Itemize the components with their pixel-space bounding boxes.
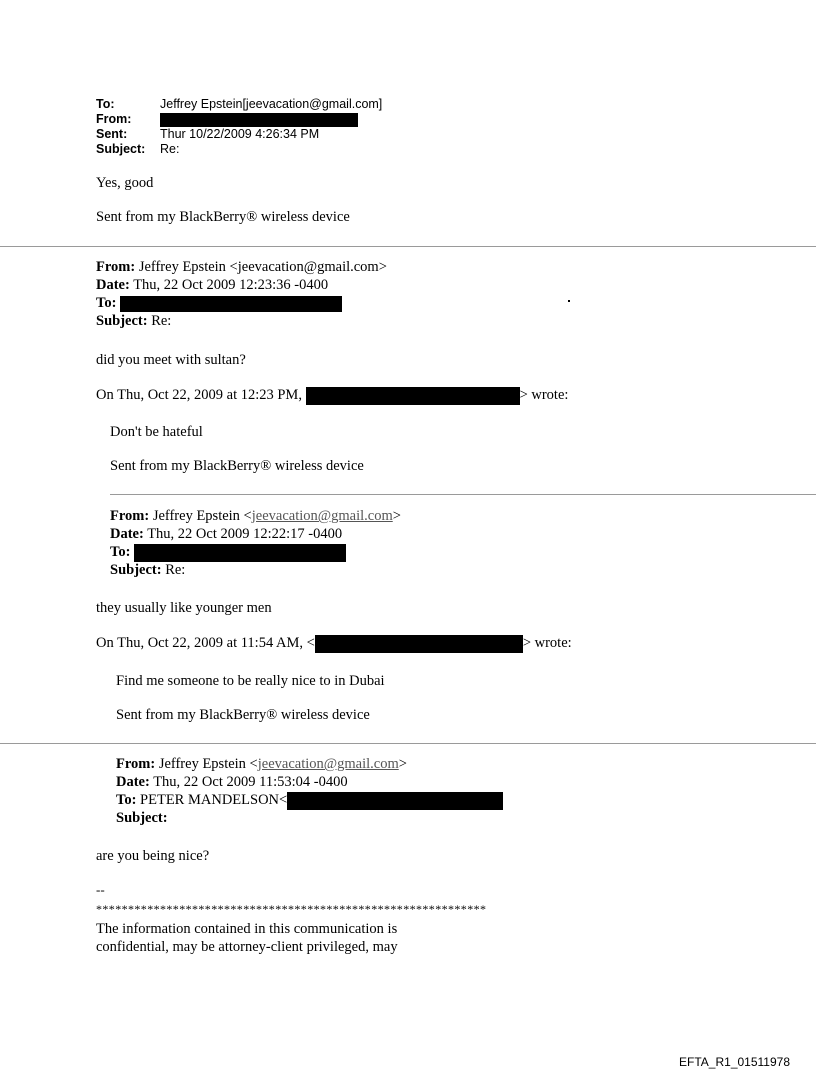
- header-sent-row: [96, 127, 319, 142]
- msg2-body: did you meet with sultan?: [96, 352, 246, 368]
- msg4-subject-label: Subject:: [116, 810, 168, 826]
- redaction-box: [315, 635, 523, 653]
- header-to-value: Jeffrey Epstein[jeevacation@gmail.com]: [160, 97, 383, 111]
- msg4-date-label: Date:: [116, 774, 150, 790]
- header-subject-row: [96, 142, 179, 157]
- redaction-box: [287, 792, 503, 810]
- msg3-quoted-signature: Sent from my BlackBerry® wireless device: [116, 707, 370, 723]
- msg4-dashes: --: [96, 882, 105, 897]
- msg4-date-row: [116, 773, 348, 791]
- msg2-to-row: [96, 294, 342, 312]
- msg3-from-label: From:: [110, 508, 150, 524]
- msg3-from-row: [110, 507, 401, 525]
- msg3-quote-suffix: > wrote:: [522, 635, 572, 651]
- header-from-label: From:: [96, 112, 132, 126]
- msg3-to-row: [110, 543, 346, 562]
- msg3-quote-line: [96, 634, 572, 653]
- msg3-from-close: >: [392, 508, 401, 524]
- header-sent-value: Thur 10/22/2009 4:26:34 PM: [160, 127, 320, 141]
- msg3-from-email-link[interactable]: jeevacation@gmail.com: [251, 508, 393, 524]
- msg2-quote-prefix: On Thu, Oct 22, 2009 at 12:23 PM,: [96, 387, 302, 403]
- reply1-body: Yes, good: [96, 175, 154, 191]
- msg4-from-email-link[interactable]: jeevacation@gmail.com: [257, 756, 399, 772]
- msg2-quote-suffix: > wrote:: [519, 387, 569, 403]
- msg2-date-row: [96, 276, 328, 294]
- msg4-from-name: Jeffrey Epstein <: [158, 756, 258, 772]
- msg3-date-label: Date:: [110, 526, 144, 542]
- header-from-row: [96, 112, 358, 127]
- msg2-from-value: Jeffrey Epstein <jeevacation@gmail.com>: [138, 259, 387, 275]
- msg4-date-value: Thu, 22 Oct 2009 11:53:04 -0400: [153, 774, 348, 790]
- msg3-to-label: To:: [110, 544, 131, 560]
- msg3-from-name: Jeffrey Epstein <: [152, 508, 252, 524]
- msg4-to-value: PETER MANDELSON<: [140, 792, 288, 808]
- msg2-date-label: Date:: [96, 277, 130, 293]
- header-to-row: [96, 97, 382, 112]
- reply1-signature: Sent from my BlackBerry® wireless device: [96, 209, 350, 225]
- msg2-subject-row: [96, 312, 171, 330]
- msg4-disclaimer-2: confidential, may be attorney-client privileged, may: [96, 939, 398, 955]
- header-sent-label: Sent:: [96, 127, 128, 141]
- msg3-date-value: Thu, 22 Oct 2009 12:22:17 -0400: [147, 526, 343, 542]
- msg3-subject-value: Re:: [165, 562, 186, 578]
- header-to-label: To:: [96, 97, 115, 111]
- redaction-box: [120, 296, 342, 312]
- msg3-quote-prefix: On Thu, Oct 22, 2009 at 11:54 AM, <: [96, 635, 315, 651]
- divider: [110, 494, 816, 495]
- msg4-from-label: From:: [116, 756, 156, 772]
- msg4-from-close: >: [398, 756, 407, 772]
- msg2-date-value: Thu, 22 Oct 2009 12:23:36 -0400: [133, 277, 329, 293]
- msg4-from-row: [116, 755, 407, 773]
- msg3-subject-label: Subject:: [110, 562, 162, 578]
- msg4-to-row: [116, 791, 503, 810]
- header-subject-value: Re:: [160, 142, 180, 156]
- msg2-subject-value: Re:: [151, 313, 172, 329]
- redaction-box: [160, 113, 358, 127]
- doc-id-footer: EFTA_R1_01511978: [679, 1055, 790, 1069]
- msg3-body: they usually like younger men: [96, 600, 272, 616]
- divider: [0, 246, 816, 247]
- msg2-from-row: [96, 258, 387, 276]
- msg2-subject-label: Subject:: [96, 313, 148, 329]
- msg2-to-label: To:: [96, 295, 117, 311]
- msg4-subject-row: [116, 809, 168, 827]
- header-subject-label: Subject:: [96, 142, 146, 156]
- msg2-quoted-signature: Sent from my BlackBerry® wireless device: [110, 458, 364, 474]
- msg4-disclaimer-1: The information contained in this communication is: [96, 921, 398, 937]
- msg4-to-label: To:: [116, 792, 137, 808]
- msg2-quote-line: [96, 386, 568, 405]
- msg3-quoted-body: Find me someone to be really nice to in Dubai: [116, 673, 385, 689]
- redaction-box: [134, 544, 346, 562]
- msg3-subject-row: [110, 561, 185, 579]
- msg4-stars: *************************************************************: [96, 902, 487, 916]
- redaction-box: [306, 387, 520, 405]
- msg4-body: are you being nice?: [96, 848, 210, 864]
- speck: [568, 300, 570, 302]
- msg2-quoted-body: Don't be hateful: [110, 424, 203, 440]
- msg2-from-label: From:: [96, 259, 136, 275]
- msg3-date-row: [110, 525, 342, 543]
- divider: [0, 743, 816, 744]
